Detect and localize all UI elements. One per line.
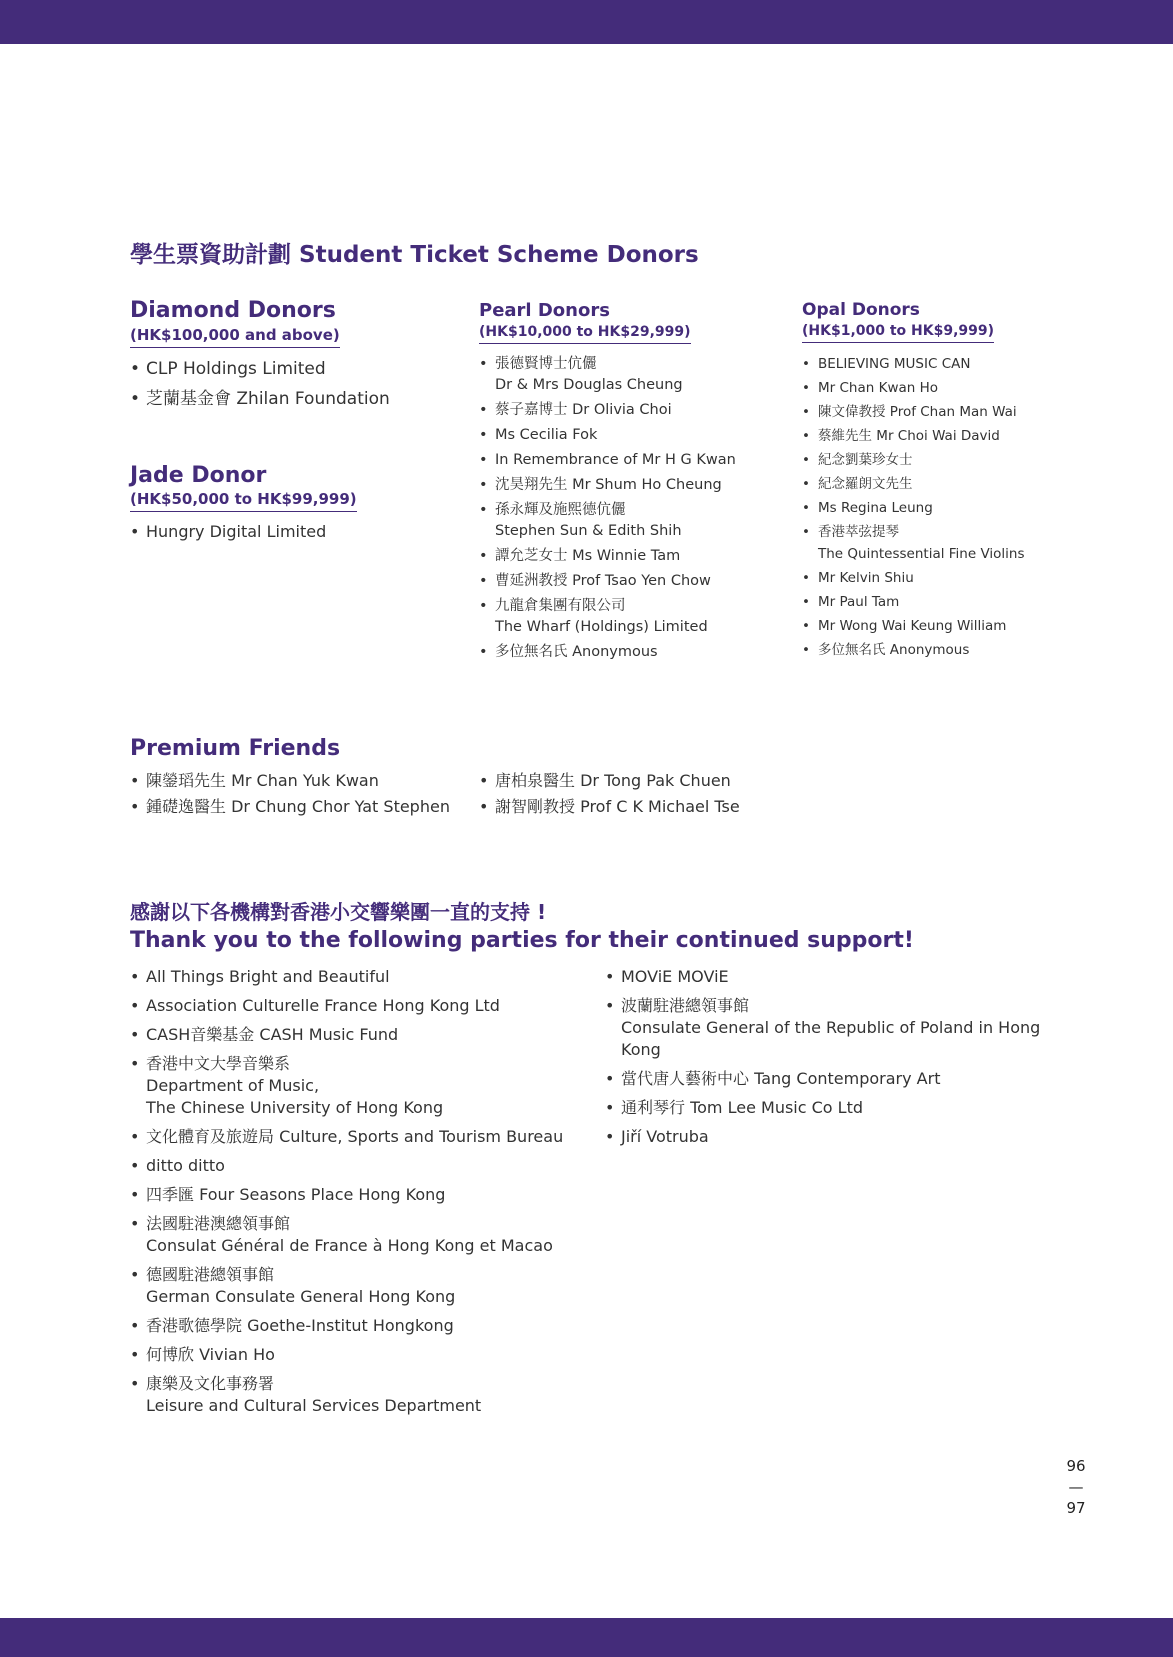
opal-list xyxy=(802,353,1102,661)
list-item: • Mr Paul Tam xyxy=(802,591,1102,613)
list-item: • 謝智剛教授 Prof C K Michael Tse xyxy=(479,796,779,818)
bottom-band xyxy=(0,1618,1173,1657)
pearl-title: Pearl Donors xyxy=(479,300,610,321)
opal-donors-section xyxy=(802,300,1102,663)
list-item: • 香港萃弦提琴 The Quintessential Fine Violins xyxy=(802,521,1102,565)
pearl-donors-section xyxy=(479,300,769,667)
list-item: • 法國駐港澳總領事館 Consulat Général de France à Hong Kong et Macao xyxy=(130,1213,590,1257)
list-item: • 香港歌德學院 Goethe-Institut Hongkong xyxy=(130,1315,590,1337)
list-item: • 文化體育及旅遊局 Culture, Sports and Tourism Bureau xyxy=(130,1126,590,1148)
list-item: • 德國駐港總領事館 German Consulate General Hong Kong xyxy=(130,1264,590,1308)
diamond-list xyxy=(130,358,460,411)
list-item: • 張德賢博士伉儷 Dr & Mrs Douglas Cheung xyxy=(479,354,769,396)
list-item: • 曹延洲教授 Prof Tsao Yen Chow xyxy=(479,571,769,592)
opal-range: (HK$1,000 to HK$9,999) xyxy=(802,323,994,343)
thanks-title-zh: 感謝以下各機構對香港小交響樂團一直的支持 ! xyxy=(130,900,547,924)
diamond-range: (HK$100,000 and above) xyxy=(130,326,340,348)
jade-donor-section xyxy=(130,463,460,550)
list-item: • 唐柏泉醫生 Dr Tong Pak Chuen xyxy=(479,770,779,792)
diamond-donors-section xyxy=(130,298,460,418)
list-item: • 何博欣 Vivian Ho xyxy=(130,1344,590,1366)
list-item: • 紀念劉葉珍女士 xyxy=(802,449,1102,471)
premium-title: Premium Friends xyxy=(130,736,341,761)
list-item: • Mr Chan Kwan Ho xyxy=(802,377,1102,399)
list-item: • 九龍倉集團有限公司 The Wharf (Holdings) Limited xyxy=(479,596,769,638)
thanks-list-col1 xyxy=(130,966,590,1424)
pearl-range: (HK$10,000 to HK$29,999) xyxy=(479,324,691,344)
list-item: • 蔡維先生 Mr Choi Wai David xyxy=(802,425,1102,447)
list-item: • Mr Wong Wai Keung William xyxy=(802,615,1102,637)
jade-title: Jade Donor xyxy=(130,463,267,488)
list-item: • 孫永輝及施熙德伉儷 Stephen Sun & Edith Shih xyxy=(479,500,769,542)
list-item: • 紀念羅朗文先生 xyxy=(802,473,1102,495)
list-item: • All Things Bright and Beautiful xyxy=(130,966,590,988)
list-item: • Mr Kelvin Shiu xyxy=(802,567,1102,589)
list-item: • Hungry Digital Limited xyxy=(130,520,460,543)
list-item: • 芝蘭基金會 Zhilan Foundation xyxy=(130,388,460,411)
list-item: • 四季匯 Four Seasons Place Hong Kong xyxy=(130,1184,590,1206)
list-item: • 蔡子嘉博士 Dr Olivia Choi xyxy=(479,400,769,421)
list-item: • 沈昊翔先生 Mr Shum Ho Cheung xyxy=(479,475,769,496)
list-item: • CASH音樂基金 CASH Music Fund xyxy=(130,1024,590,1046)
list-item: • 康樂及文化事務署 Leisure and Cultural Services Department xyxy=(130,1373,590,1417)
page-numbers xyxy=(1056,1456,1096,1519)
jade-list xyxy=(130,520,460,543)
list-item: • 香港中文大學音樂系 Department of Music, The Chinese University of Hong Kong xyxy=(130,1053,590,1119)
diamond-title: Diamond Donors xyxy=(130,298,336,323)
list-item: • 當代唐人藝術中心 Tang Contemporary Art xyxy=(605,1068,1085,1090)
list-item: • Ms Cecilia Fok xyxy=(479,425,769,446)
page-number-left: 96 xyxy=(1066,1457,1086,1475)
list-item: • 譚允芝女士 Ms Winnie Tam xyxy=(479,546,769,567)
list-item: • CLP Holdings Limited xyxy=(130,358,460,381)
thanks-list-col2 xyxy=(605,966,1085,1155)
opal-title: Opal Donors xyxy=(802,300,920,320)
premium-friends-section xyxy=(130,736,780,816)
top-band xyxy=(0,0,1173,44)
thanks-title-en: Thank you to the following parties for their continued support! xyxy=(130,928,914,953)
list-item: • MOViE MOViE xyxy=(605,966,1085,988)
list-item: • 波蘭駐港總領事館 Consulate General of the Republic of Poland in Hong Kong xyxy=(605,995,1085,1061)
list-item: • ditto ditto xyxy=(130,1155,590,1177)
list-item: • 鍾礎逸醫生 Dr Chung Chor Yat Stephen xyxy=(130,796,470,818)
list-item: • In Remembrance of Mr H G Kwan xyxy=(479,450,769,471)
list-item: • 多位無名氏 Anonymous xyxy=(479,642,769,663)
list-item: • BELIEVING MUSIC CAN xyxy=(802,353,1102,375)
page-title: 學生票資助計劃 Student Ticket Scheme Donors xyxy=(130,242,699,268)
premium-list-col1 xyxy=(130,770,470,822)
thanks-section xyxy=(130,898,1090,1415)
list-item: • Jiří Votruba xyxy=(605,1126,1085,1148)
list-item: • 多位無名氏 Anonymous xyxy=(802,639,1102,661)
list-item: • 陳文偉教授 Prof Chan Man Wai xyxy=(802,401,1102,423)
jade-range: (HK$50,000 to HK$99,999) xyxy=(130,490,357,512)
pearl-list xyxy=(479,354,769,663)
list-item: • 陳鎣瑫先生 Mr Chan Yuk Kwan xyxy=(130,770,470,792)
page-number-right: 97 xyxy=(1066,1499,1086,1517)
list-item: • 通利琴行 Tom Lee Music Co Ltd xyxy=(605,1097,1085,1119)
page-number-separator: — xyxy=(1068,1478,1084,1496)
premium-list-col2 xyxy=(479,770,779,822)
list-item: • Ms Regina Leung xyxy=(802,497,1102,519)
list-item: • Association Culturelle France Hong Kong Ltd xyxy=(130,995,590,1017)
